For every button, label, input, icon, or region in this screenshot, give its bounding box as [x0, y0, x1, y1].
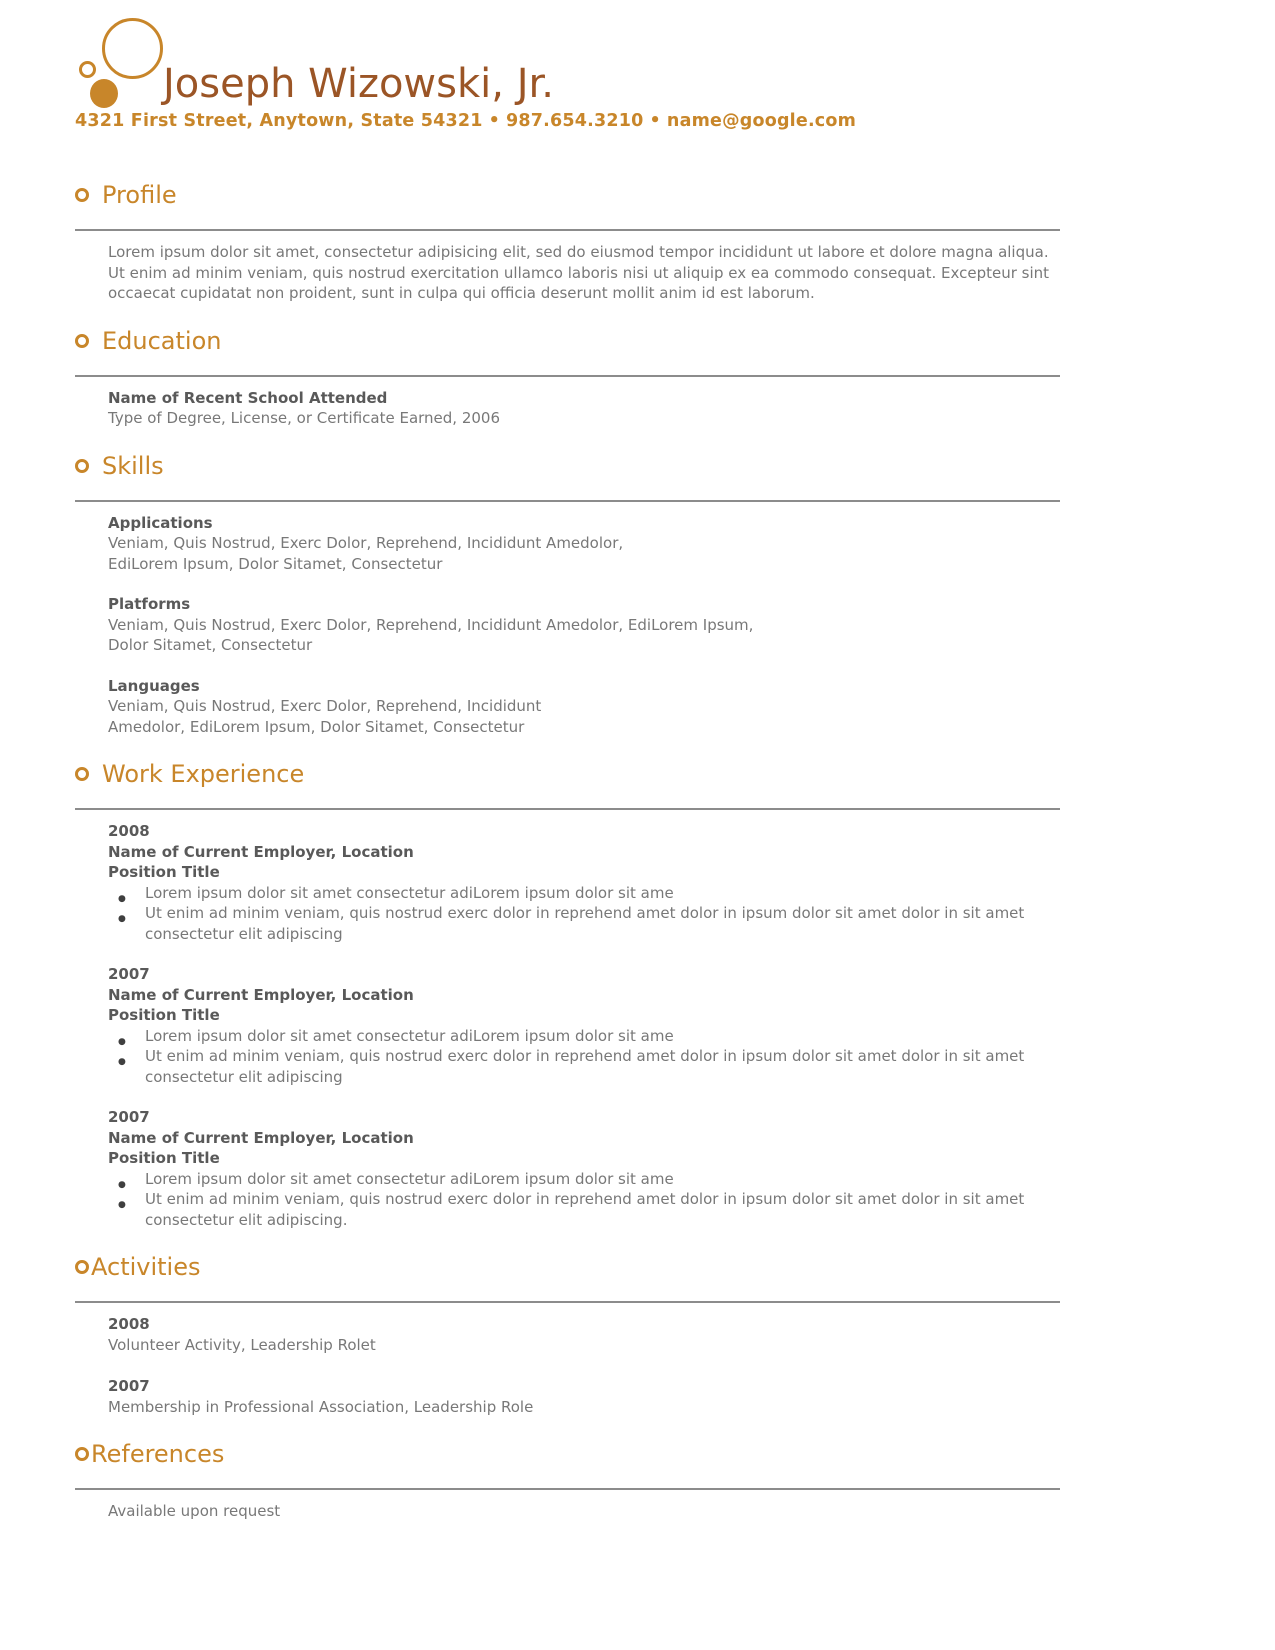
job-bullet: ● Lorem ipsum dolor sit amet consectetur adiLorem ipsum dolor sit ame [108, 1026, 1063, 1047]
job-entry [108, 821, 1063, 944]
section-bullet-icon [75, 767, 89, 781]
section-heading [75, 1252, 1275, 1282]
job-position: Position Title [108, 863, 220, 881]
section-heading [75, 180, 1275, 210]
section-title: Activities [91, 1253, 201, 1281]
contact-separator: • [488, 111, 501, 131]
person-name: Joseph Wizowski, Jr. [163, 61, 554, 107]
section-title: Skills [102, 451, 164, 480]
section-profile [0, 180, 1275, 304]
logo-small-circle-icon [79, 61, 96, 78]
section-bullet-icon [75, 1260, 89, 1274]
skill-group-items: EdiLorem Ipsum, Dolor Sitamet, Consectetur [108, 554, 443, 573]
skill-group-items: Veniam, Quis Nostrud, Exerc Dolor, Reprehend, Incididunt Amedolor, [108, 534, 624, 552]
skill-group-items: Veniam, Quis Nostrud, Exerc Dolor, Reprehend, Incididunt Amedolor, EdiLorem Ipsum, [108, 615, 754, 634]
job-position: Position Title [108, 1149, 220, 1167]
section-education [0, 326, 1275, 429]
activity-year: 2007 [108, 1377, 150, 1395]
section-title: Work Experience [102, 760, 305, 788]
education-degree: Type of Degree, License, or Certificate Earned, 2006 [108, 409, 500, 427]
skill-group-items: Dolor Sitamet, Consectetur [108, 636, 313, 654]
job-entry [108, 964, 1063, 1087]
job-year: 2007 [108, 965, 150, 983]
section-bullet-icon [75, 459, 89, 473]
job-position: Position Title [108, 1006, 220, 1024]
skill-group [108, 594, 1063, 656]
job-year: 2007 [108, 1108, 150, 1126]
skill-group [108, 676, 1063, 738]
section-activities [0, 1252, 1275, 1417]
job-employer: Name of Current Employer, Location [108, 985, 414, 1004]
section-title: Education [102, 326, 222, 355]
job-bullet: ● Ut enim ad minim veniam, quis nostrud exerc dolor in reprehend amet dolor in ipsum dolor sit amet dolor in sit amet consectetur elit adipiscing [108, 1046, 1063, 1087]
job-bullet-list [108, 1026, 1063, 1088]
resume-header [0, 0, 1275, 166]
section-title: Profile [102, 181, 177, 209]
section-heading [75, 759, 1275, 789]
activity-entry [108, 1376, 1063, 1417]
job-entry [108, 1107, 1063, 1230]
skill-group-label: Applications [108, 513, 213, 532]
references-text: Available upon request [108, 1502, 281, 1520]
section-work-experience [0, 759, 1275, 1230]
activity-entry [108, 1314, 1063, 1355]
section-divider [75, 1301, 1060, 1303]
contact-line [75, 111, 856, 131]
contact-phone: 987.654.3210 [506, 111, 644, 131]
section-divider [75, 375, 1060, 377]
section-heading [75, 326, 1275, 356]
job-bullet-list [108, 1169, 1063, 1231]
activity-description: Volunteer Activity, Leadership Rolet [108, 1335, 376, 1354]
contact-separator: • [649, 111, 661, 131]
section-title: References [91, 1440, 225, 1468]
section-bullet-icon [75, 1447, 89, 1461]
logo-large-circle-icon [102, 18, 163, 79]
profile-summary: Lorem ipsum dolor sit amet, consectetur adipisicing elit, sed do eiusmod tempor incididunt ut labore et dolore magna aliqua. Ut enim ad minim veniam, quis nostrud exercitation ullamco laboris nisi ut aliquip ex ea commodo consequat. Excepteur sint occaecat cupidatat non proident, sunt in culpa qui officia deserunt mollit anim id est laborum. [108, 243, 1050, 302]
section-divider [75, 500, 1060, 502]
section-skills [0, 451, 1275, 738]
job-employer: Name of Current Employer, Location [108, 842, 414, 861]
section-heading [75, 451, 1275, 481]
job-year: 2008 [108, 822, 150, 840]
activity-description: Membership in Professional Association, Leadership Role [108, 1397, 534, 1416]
section-bullet-icon [75, 334, 89, 348]
job-bullet: ● Lorem ipsum dolor sit amet consectetur adiLorem ipsum dolor sit ame [108, 883, 1063, 904]
section-divider [75, 229, 1060, 231]
job-bullet: ● Ut enim ad minim veniam, quis nostrud exerc dolor in reprehend amet dolor in ipsum dolor sit amet dolor in sit amet consectetur elit adipiscing. [108, 1189, 1063, 1230]
skill-group [108, 513, 1063, 575]
skill-group-items: Veniam, Quis Nostrud, Exerc Dolor, Reprehend, Incididunt [108, 697, 542, 715]
section-divider [75, 808, 1060, 810]
section-bullet-icon [75, 188, 89, 202]
section-divider [75, 1488, 1060, 1490]
job-bullet: ● Lorem ipsum dolor sit amet consectetur adiLorem ipsum dolor sit ame [108, 1169, 1063, 1190]
skill-group-label: Languages [108, 676, 200, 695]
contact-address: 4321 First Street, Anytown, State 54321 [75, 111, 483, 131]
job-bullet: ● Ut enim ad minim veniam, quis nostrud exerc dolor in reprehend amet dolor in ipsum dolor sit amet dolor in sit amet consectetur elit adipiscing [108, 903, 1063, 944]
section-references [0, 1439, 1275, 1522]
section-heading [75, 1439, 1275, 1469]
skill-group-items: Amedolor, EdiLorem Ipsum, Dolor Sitamet, Consectetur [108, 717, 525, 736]
education-school-name: Name of Recent School Attended [108, 388, 388, 407]
logo-filled-dot-icon [90, 79, 118, 108]
job-employer: Name of Current Employer, Location [108, 1128, 414, 1147]
activity-year: 2008 [108, 1315, 150, 1333]
skill-group-label: Platforms [108, 595, 191, 613]
job-bullet-list [108, 883, 1063, 945]
contact-email: name@google.com [666, 111, 857, 131]
